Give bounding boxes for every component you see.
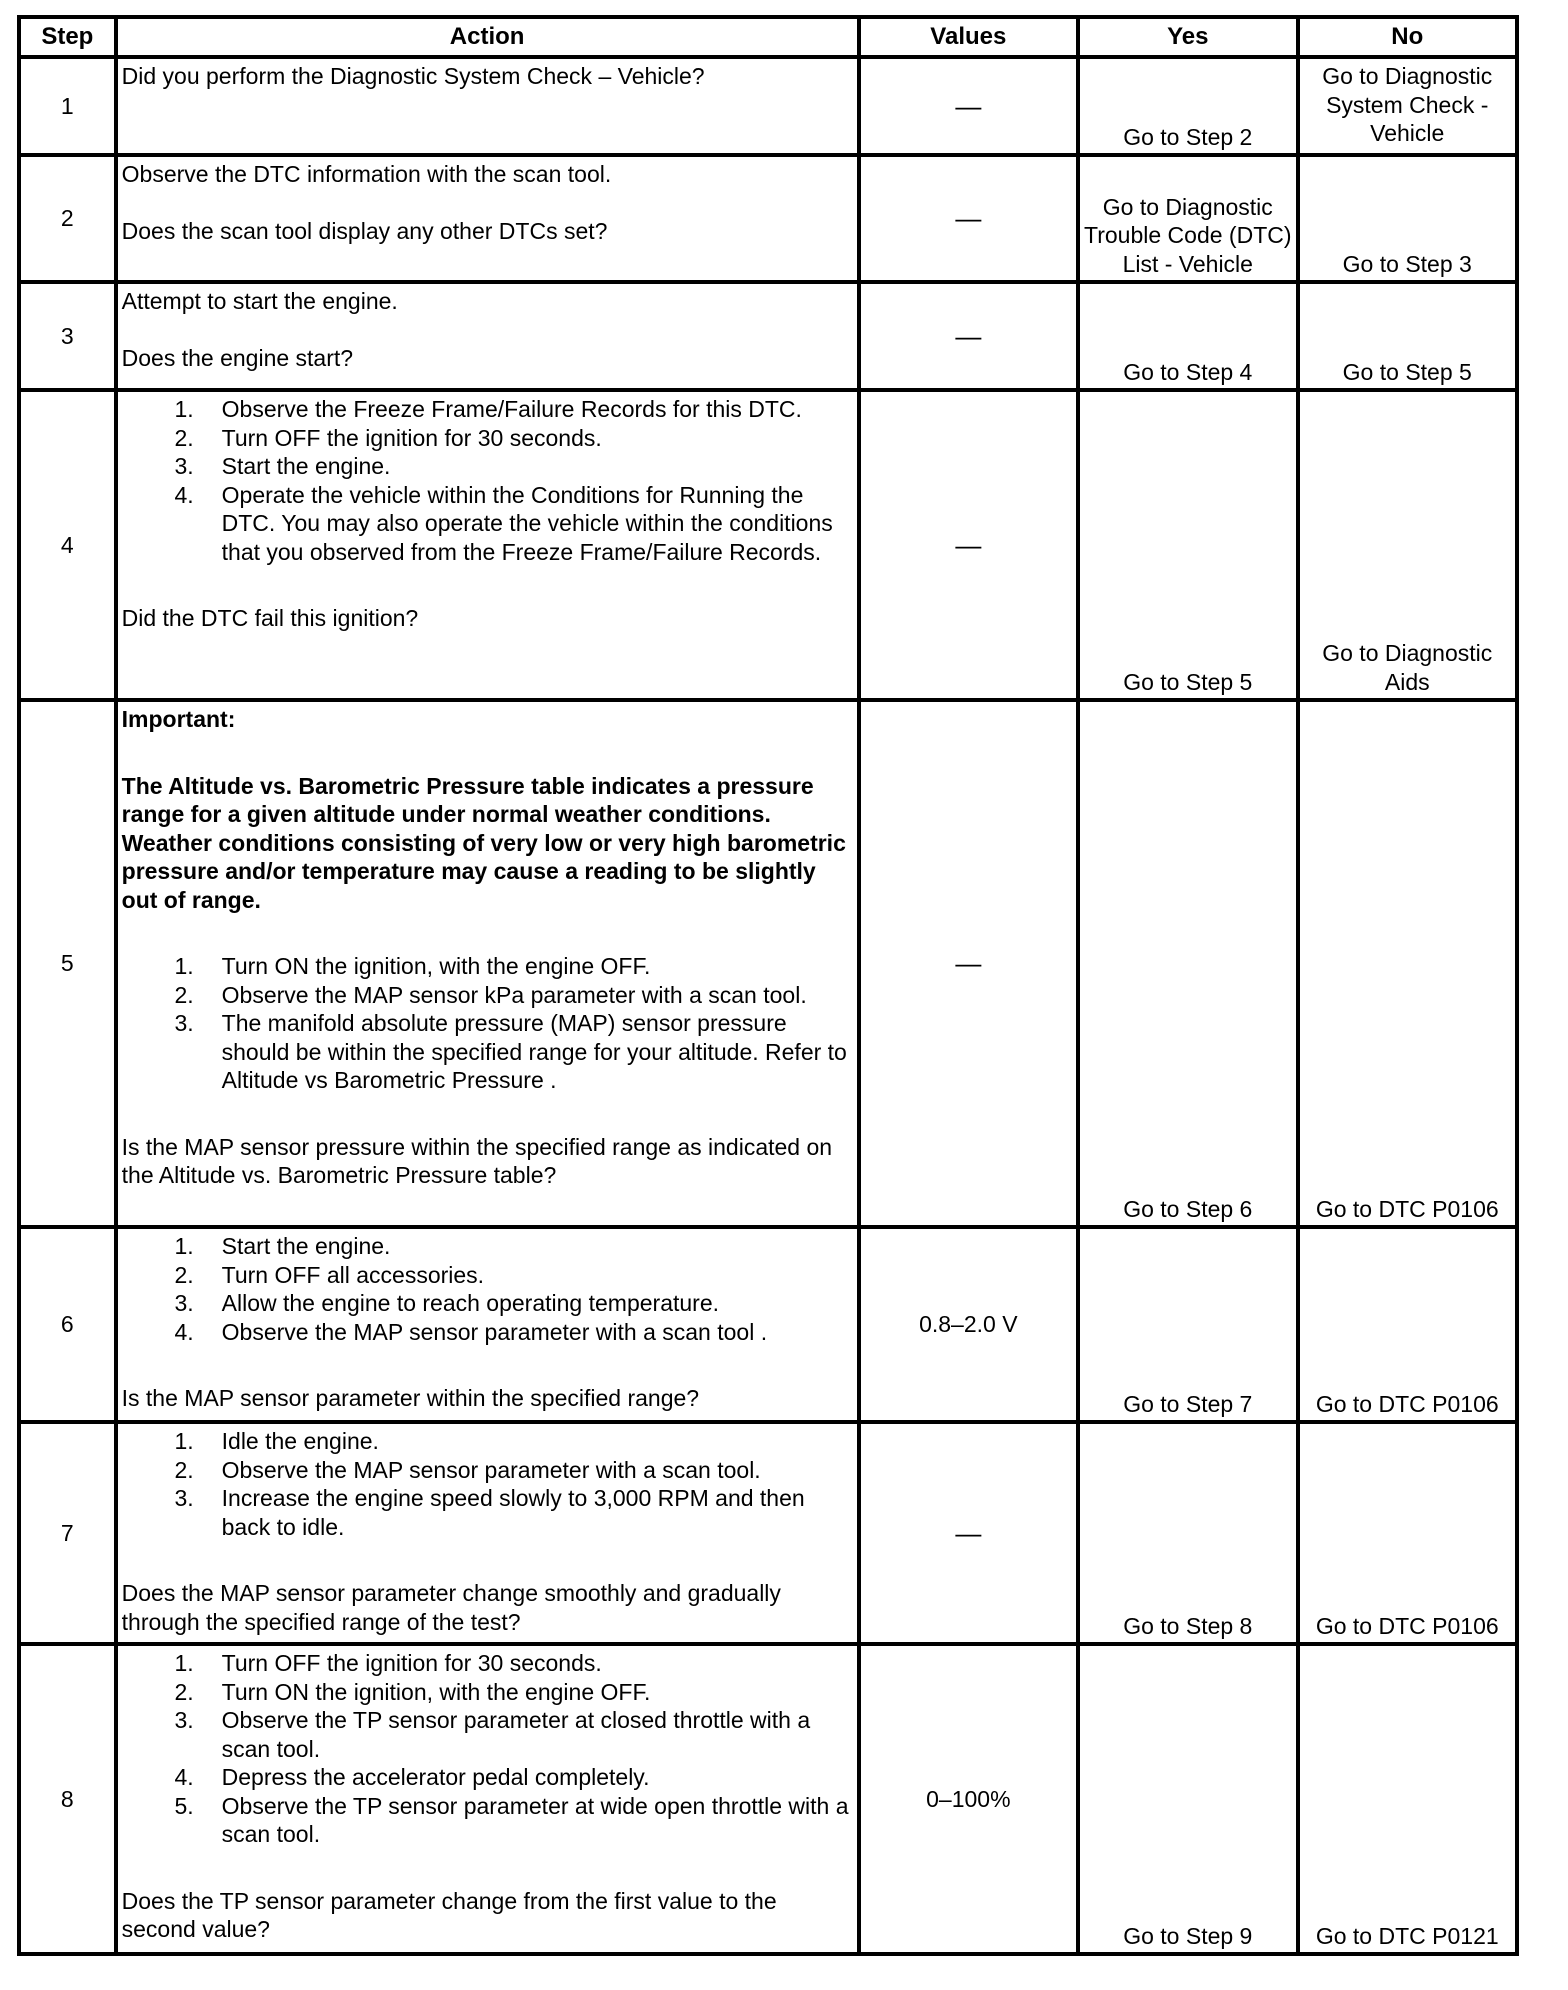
action-question: Is the MAP sensor pressure within the specified range as indicated on the Altitude vs. Barometric Pressure table? [121, 1133, 833, 1188]
table-row [19, 1227, 1517, 1422]
action-question: Did the DTC fail this ignition? [121, 605, 419, 631]
list-item: 3. The manifold absolute pressure (MAP) sensor pressure should be within the specified range for your altitude. Refer to Altitude vs Barometric Pressure . [174, 1010, 847, 1093]
action-steps [122, 952, 849, 1095]
values-cell: — [859, 390, 1078, 700]
action-text: Observe the DTC information with the scan tool. [121, 161, 612, 187]
yes-cell: Go to Step 4 [1078, 282, 1297, 390]
action-text: Did you perform the Diagnostic System Check – Vehicle? [121, 63, 705, 89]
values-cell: — [859, 1422, 1078, 1644]
values-cell: — [859, 700, 1078, 1227]
action-steps [122, 1232, 849, 1346]
no-cell: Go to DTC P0121 [1298, 1644, 1518, 1954]
action-cell [116, 1227, 859, 1422]
no-cell: Go to Diagnostic System Check - Vehicle [1298, 57, 1518, 155]
list-item: 5. Observe the TP sensor parameter at wide open throttle with a scan tool. [174, 1792, 849, 1847]
list-item: 1. Observe the Freeze Frame/Failure Records for this DTC. [174, 396, 802, 422]
table-row [19, 1422, 1517, 1644]
step-number: 1 [19, 57, 116, 155]
action-cell [116, 390, 859, 700]
action-text: Attempt to start the engine. [121, 288, 398, 314]
values-cell: 0.8–2.0 V [859, 1227, 1078, 1422]
list-item: 1. Turn OFF the ignition for 30 seconds. [174, 1650, 602, 1676]
important-label: Important: [121, 706, 236, 732]
action-question: Is the MAP sensor parameter within the specified range? [121, 1385, 700, 1411]
important-text: The Altitude vs. Barometric Pressure table indicates a pressure range for a given altitude under normal weather conditions. Weather conditions consisting of very low or very high barometric pressure and/or temperature may cause a reading to be slightly out of range. [121, 772, 846, 913]
table-row [19, 57, 1517, 155]
list-item: 1. Idle the engine. [174, 1428, 379, 1454]
step-number: 2 [19, 155, 116, 282]
yes-cell: Go to Step 2 [1078, 57, 1297, 155]
no-cell: Go to DTC P0106 [1298, 1422, 1518, 1644]
step-number: 7 [19, 1422, 116, 1644]
action-cell [116, 1422, 859, 1644]
values-cell: — [859, 282, 1078, 390]
list-item: 2. Observe the MAP sensor kPa parameter with a scan tool. [174, 981, 807, 1008]
step-number: 3 [19, 282, 116, 390]
list-item: 3. Observe the TP sensor parameter at closed throttle with a scan tool. [174, 1707, 811, 1762]
table-row [19, 700, 1517, 1227]
no-cell: Go to Step 5 [1298, 282, 1518, 390]
action-cell [116, 700, 859, 1227]
list-item: 4. Depress the accelerator pedal completely. [174, 1764, 650, 1790]
yes-cell: Go to Diagnostic Trouble Code (DTC) List - Vehicle [1078, 155, 1297, 282]
values-cell: — [859, 57, 1078, 155]
list-item: 2. Turn OFF all accessories. [174, 1261, 485, 1288]
header-no: No [1298, 17, 1518, 57]
list-item: 3. Increase the engine speed slowly to 3,000 RPM and then back to idle. [174, 1485, 805, 1540]
step-number: 4 [19, 390, 116, 700]
yes-cell: Go to Step 5 [1078, 390, 1297, 700]
action-question: Does the TP sensor parameter change from the first value to the second value? [121, 1887, 777, 1942]
action-steps [122, 395, 849, 566]
table-row [19, 1644, 1517, 1954]
step-number: 6 [19, 1227, 116, 1422]
list-item: 3. Allow the engine to reach operating temperature. [174, 1290, 720, 1316]
action-question: Does the engine start? [121, 344, 354, 371]
list-item: 2. Turn OFF the ignition for 30 seconds. [174, 424, 602, 451]
header-yes: Yes [1078, 17, 1297, 57]
action-steps [122, 1427, 849, 1541]
step-number: 8 [19, 1644, 116, 1954]
header-values: Values [859, 17, 1078, 57]
table-row [19, 282, 1517, 390]
list-item: 4. Operate the vehicle within the Conditions for Running the DTC. You may also operate the vehicle within the conditions that you observed from the Freeze Frame/Failure Records. [174, 481, 833, 565]
header-row [19, 17, 1517, 57]
no-cell: Go to Diagnostic Aids [1298, 390, 1518, 700]
yes-cell: Go to Step 8 [1078, 1422, 1297, 1644]
yes-cell: Go to Step 6 [1078, 700, 1297, 1227]
list-item: 1. Turn ON the ignition, with the engine OFF. [174, 953, 651, 979]
action-question: Does the MAP sensor parameter change smoothly and gradually through the specified range of the test? [121, 1580, 781, 1635]
table-row [19, 390, 1517, 700]
action-question: Does the scan tool display any other DTCs set? [121, 217, 608, 244]
action-steps [122, 1649, 849, 1849]
table-row [19, 155, 1517, 282]
list-item: 2. Observe the MAP sensor parameter with a scan tool. [174, 1456, 761, 1483]
list-item: 2. Turn ON the ignition, with the engine OFF. [174, 1678, 651, 1705]
diagnostic-table [17, 15, 1519, 1956]
action-cell [116, 57, 859, 155]
action-cell [116, 282, 859, 390]
action-cell [116, 155, 859, 282]
header-step: Step [19, 17, 116, 57]
action-cell [116, 1644, 859, 1954]
list-item: 4. Observe the MAP sensor parameter with a scan tool . [174, 1318, 768, 1345]
no-cell: Go to DTC P0106 [1298, 1227, 1518, 1422]
yes-cell: Go to Step 9 [1078, 1644, 1297, 1954]
header-action: Action [116, 17, 859, 57]
list-item: 3. Start the engine. [174, 453, 391, 479]
list-item: 1. Start the engine. [174, 1233, 391, 1259]
values-cell: — [859, 155, 1078, 282]
step-number: 5 [19, 700, 116, 1227]
no-cell: Go to Step 3 [1298, 155, 1518, 282]
no-cell: Go to DTC P0106 [1298, 700, 1518, 1227]
values-cell: 0–100% [859, 1644, 1078, 1954]
yes-cell: Go to Step 7 [1078, 1227, 1297, 1422]
